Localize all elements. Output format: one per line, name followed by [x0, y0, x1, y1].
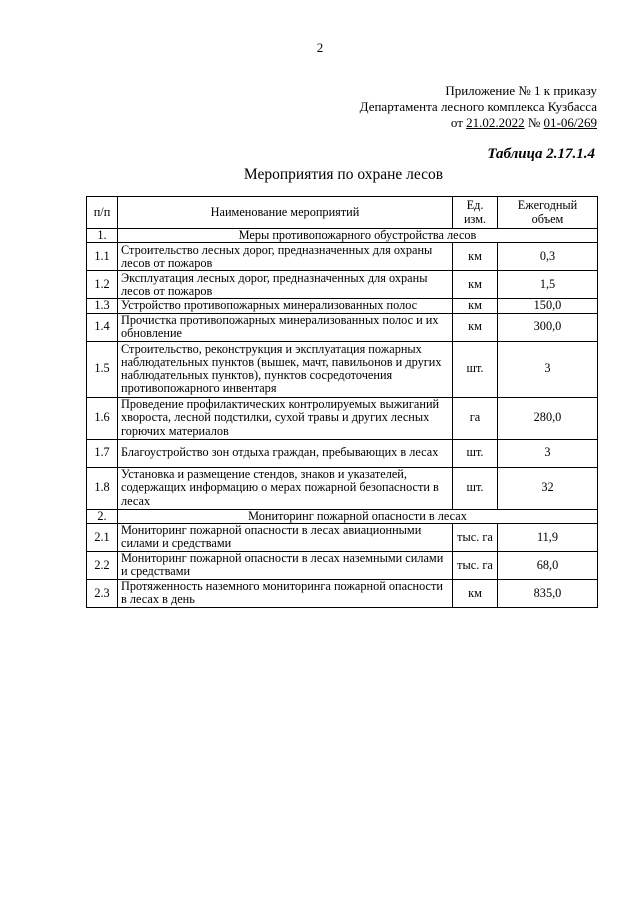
table-row — [87, 271, 598, 299]
annual-volume: 280,0 — [498, 397, 598, 439]
annual-volume: 3 — [498, 439, 598, 467]
number-sign: № — [524, 115, 544, 130]
measures-table — [86, 196, 598, 608]
row-number: 1.5 — [87, 341, 118, 397]
measure-name: Строительство, реконструкция и эксплуатация пожарных наблюдательных пунктов (вышек, мачт, павильонов и других наблюдательных пунктов), пунктов сосредоточения противопожарного инвентаря — [118, 341, 453, 397]
annual-volume: 32 — [498, 467, 598, 509]
document-title: Мероприятия по охране лесов — [243, 166, 444, 183]
table-section-row — [87, 229, 598, 243]
measure-name: Строительство лесных дорог, предназначенных для охраны лесов от пожаров — [118, 243, 453, 271]
annual-volume: 11,9 — [498, 523, 598, 551]
order-date: 21.02.2022 — [466, 115, 525, 130]
table-row — [87, 397, 598, 439]
unit-of-measure: тыс. га — [453, 523, 498, 551]
section-number: 1. — [87, 229, 118, 243]
row-number: 2.1 — [87, 523, 118, 551]
unit-of-measure: га — [453, 397, 498, 439]
table-row — [87, 467, 598, 509]
row-number: 1.4 — [87, 313, 118, 341]
section-title: Меры противопожарного обустройства лесов — [118, 229, 598, 243]
measure-name: Устройство противопожарных минерализованных полос — [118, 299, 453, 313]
measure-name: Мониторинг пожарной опасности в лесах авиационными силами и средствами — [118, 523, 453, 551]
appendix-line-2: Департамента лесного комплекса Кузбасса — [359, 99, 597, 114]
unit-of-measure: шт. — [453, 467, 498, 509]
row-number: 1.2 — [87, 271, 118, 299]
row-number: 2.3 — [87, 579, 118, 607]
table-row — [87, 579, 598, 607]
unit-of-measure: км — [453, 299, 498, 313]
header-num: п/п — [87, 197, 118, 229]
appendix-line-3 — [360, 115, 597, 131]
measure-name: Эксплуатация лесных дорог, предназначенных для охраны лесов от пожаров — [118, 271, 453, 299]
measure-name: Мониторинг пожарной опасности в лесах наземными силами и средствами — [118, 551, 453, 579]
header-unit: Ед. изм. — [453, 197, 498, 229]
unit-of-measure: км — [453, 313, 498, 341]
annual-volume: 0,3 — [498, 243, 598, 271]
section-number: 2. — [87, 509, 118, 523]
page-number: 2 — [316, 40, 324, 55]
measure-name: Протяженность наземного мониторинга пожарной опасности в лесах в день — [118, 579, 453, 607]
header-name: Наименование мероприятий — [118, 197, 453, 229]
row-number: 1.7 — [87, 439, 118, 467]
row-number: 1.3 — [87, 299, 118, 313]
appendix-prefix: от — [450, 115, 467, 130]
appendix-line-1: Приложение № 1 к приказу — [445, 83, 597, 98]
row-number: 1.1 — [87, 243, 118, 271]
table-row — [87, 341, 598, 397]
row-number: 1.8 — [87, 467, 118, 509]
unit-of-measure: тыс. га — [453, 551, 498, 579]
header-volume: Ежегодный объем — [498, 197, 598, 229]
table-row — [87, 313, 598, 341]
row-number: 2.2 — [87, 551, 118, 579]
unit-of-measure: км — [453, 579, 498, 607]
table-section-row — [87, 509, 598, 523]
annual-volume: 3 — [498, 341, 598, 397]
unit-of-measure: км — [453, 243, 498, 271]
unit-of-measure: шт. — [453, 341, 498, 397]
annual-volume: 300,0 — [498, 313, 598, 341]
table-caption: Таблица 2.17.1.4 — [487, 146, 595, 162]
annual-volume: 68,0 — [498, 551, 598, 579]
table-row — [87, 439, 598, 467]
annual-volume: 150,0 — [498, 299, 598, 313]
appendix-block — [360, 83, 597, 131]
table-row — [87, 523, 598, 551]
measure-name: Благоустройство зон отдыха граждан, пребывающих в лесах — [118, 439, 453, 467]
measure-name: Установка и размещение стендов, знаков и указателей, содержащих информацию о мерах пожарной безопасности в лесах — [118, 467, 453, 509]
measure-name: Проведение профилактических контролируемых выжиганий хвороста, лесной подстилки, сухой травы и других лесных горючих материалов — [118, 397, 453, 439]
annual-volume: 1,5 — [498, 271, 598, 299]
table-header-row — [87, 197, 598, 229]
measure-name: Прочистка противопожарных минерализованных полос и их обновление — [118, 313, 453, 341]
annual-volume: 835,0 — [498, 579, 598, 607]
table-row — [87, 299, 598, 313]
row-number: 1.6 — [87, 397, 118, 439]
unit-of-measure: шт. — [453, 439, 498, 467]
unit-of-measure: км — [453, 271, 498, 299]
table-row — [87, 243, 598, 271]
order-number: 01-06/269 — [543, 115, 597, 130]
table-row — [87, 551, 598, 579]
section-title: Мониторинг пожарной опасности в лесах — [118, 509, 598, 523]
